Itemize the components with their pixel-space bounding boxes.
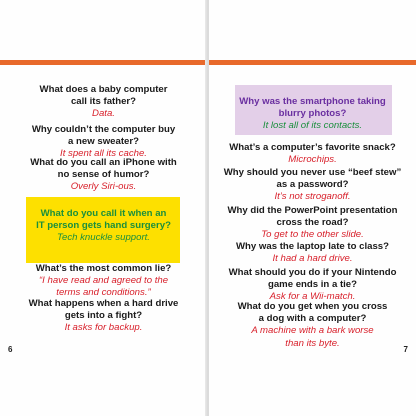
joke-1 — [0, 84, 207, 121]
orange-header-band — [209, 60, 416, 65]
joke-question: Why should you never use “beef stew” as a password? — [223, 167, 402, 191]
joke-answer: Data. — [92, 108, 115, 120]
joke-answer: It lost all of its contacts. — [262, 120, 363, 132]
joke-answer: It spent all its cache. — [60, 148, 147, 160]
joke-3 — [0, 157, 207, 194]
joke-question: What’s a computer’s favorite snack? — [229, 142, 396, 153]
joke-question: Why was the laptop late to class? — [236, 241, 389, 252]
joke-question: What do you call it when an IT person gets hand surgery? — [36, 208, 171, 232]
joke-answer: Overly Siri-ous. — [70, 181, 137, 193]
joke-2 — [209, 142, 416, 166]
joke-question: What does a baby computer call its father? — [39, 84, 168, 108]
joke-6 — [209, 267, 416, 304]
joke-6 — [0, 298, 207, 335]
joke-5 — [0, 263, 207, 300]
joke-answer: Tech knuckle support. — [57, 232, 150, 244]
joke-question: What happens when a hard drive gets into a fight? — [28, 298, 179, 322]
joke-question: What do you call an iPhone with no sense of humor? — [30, 157, 177, 181]
joke-answer: “I have read and agreed to the terms and conditions.” — [38, 275, 169, 299]
joke-answer: Ask for a Wii-match. — [269, 291, 356, 303]
joke-question: Why did the PowerPoint presentation cross the road? — [227, 205, 398, 229]
joke-1-highlighted — [209, 96, 416, 133]
joke-question: What should you do if your Nintendo game ends in a tie? — [228, 267, 397, 291]
joke-answer: Microchips. — [288, 154, 337, 166]
joke-7 — [209, 301, 416, 350]
joke-answer: It had a hard drive. — [272, 253, 353, 265]
right-page — [209, 0, 416, 416]
joke-question: What’s the most common lie? — [35, 263, 172, 274]
page-number: 6 — [8, 345, 13, 354]
joke-answer: It’s not stroganoff. — [274, 191, 351, 203]
joke-answer: It asks for backup. — [64, 322, 143, 334]
left-page — [0, 0, 207, 416]
joke-4-highlighted — [0, 208, 207, 245]
joke-5 — [209, 241, 416, 265]
joke-question: What do you get when you cross a dog with a computer? — [237, 301, 388, 325]
page-number: 7 — [403, 345, 408, 354]
joke-answer: A machine with a bark worse than its byte. — [251, 325, 374, 349]
joke-3 — [209, 167, 416, 204]
joke-question: Why couldn’t the computer buy a new sweater? — [31, 124, 176, 148]
joke-question: Why was the smartphone taking blurry photos? — [239, 96, 386, 120]
orange-header-band — [0, 60, 207, 65]
joke-4 — [209, 205, 416, 242]
joke-answer: To get to the other slide. — [261, 229, 364, 241]
joke-2 — [0, 124, 207, 161]
